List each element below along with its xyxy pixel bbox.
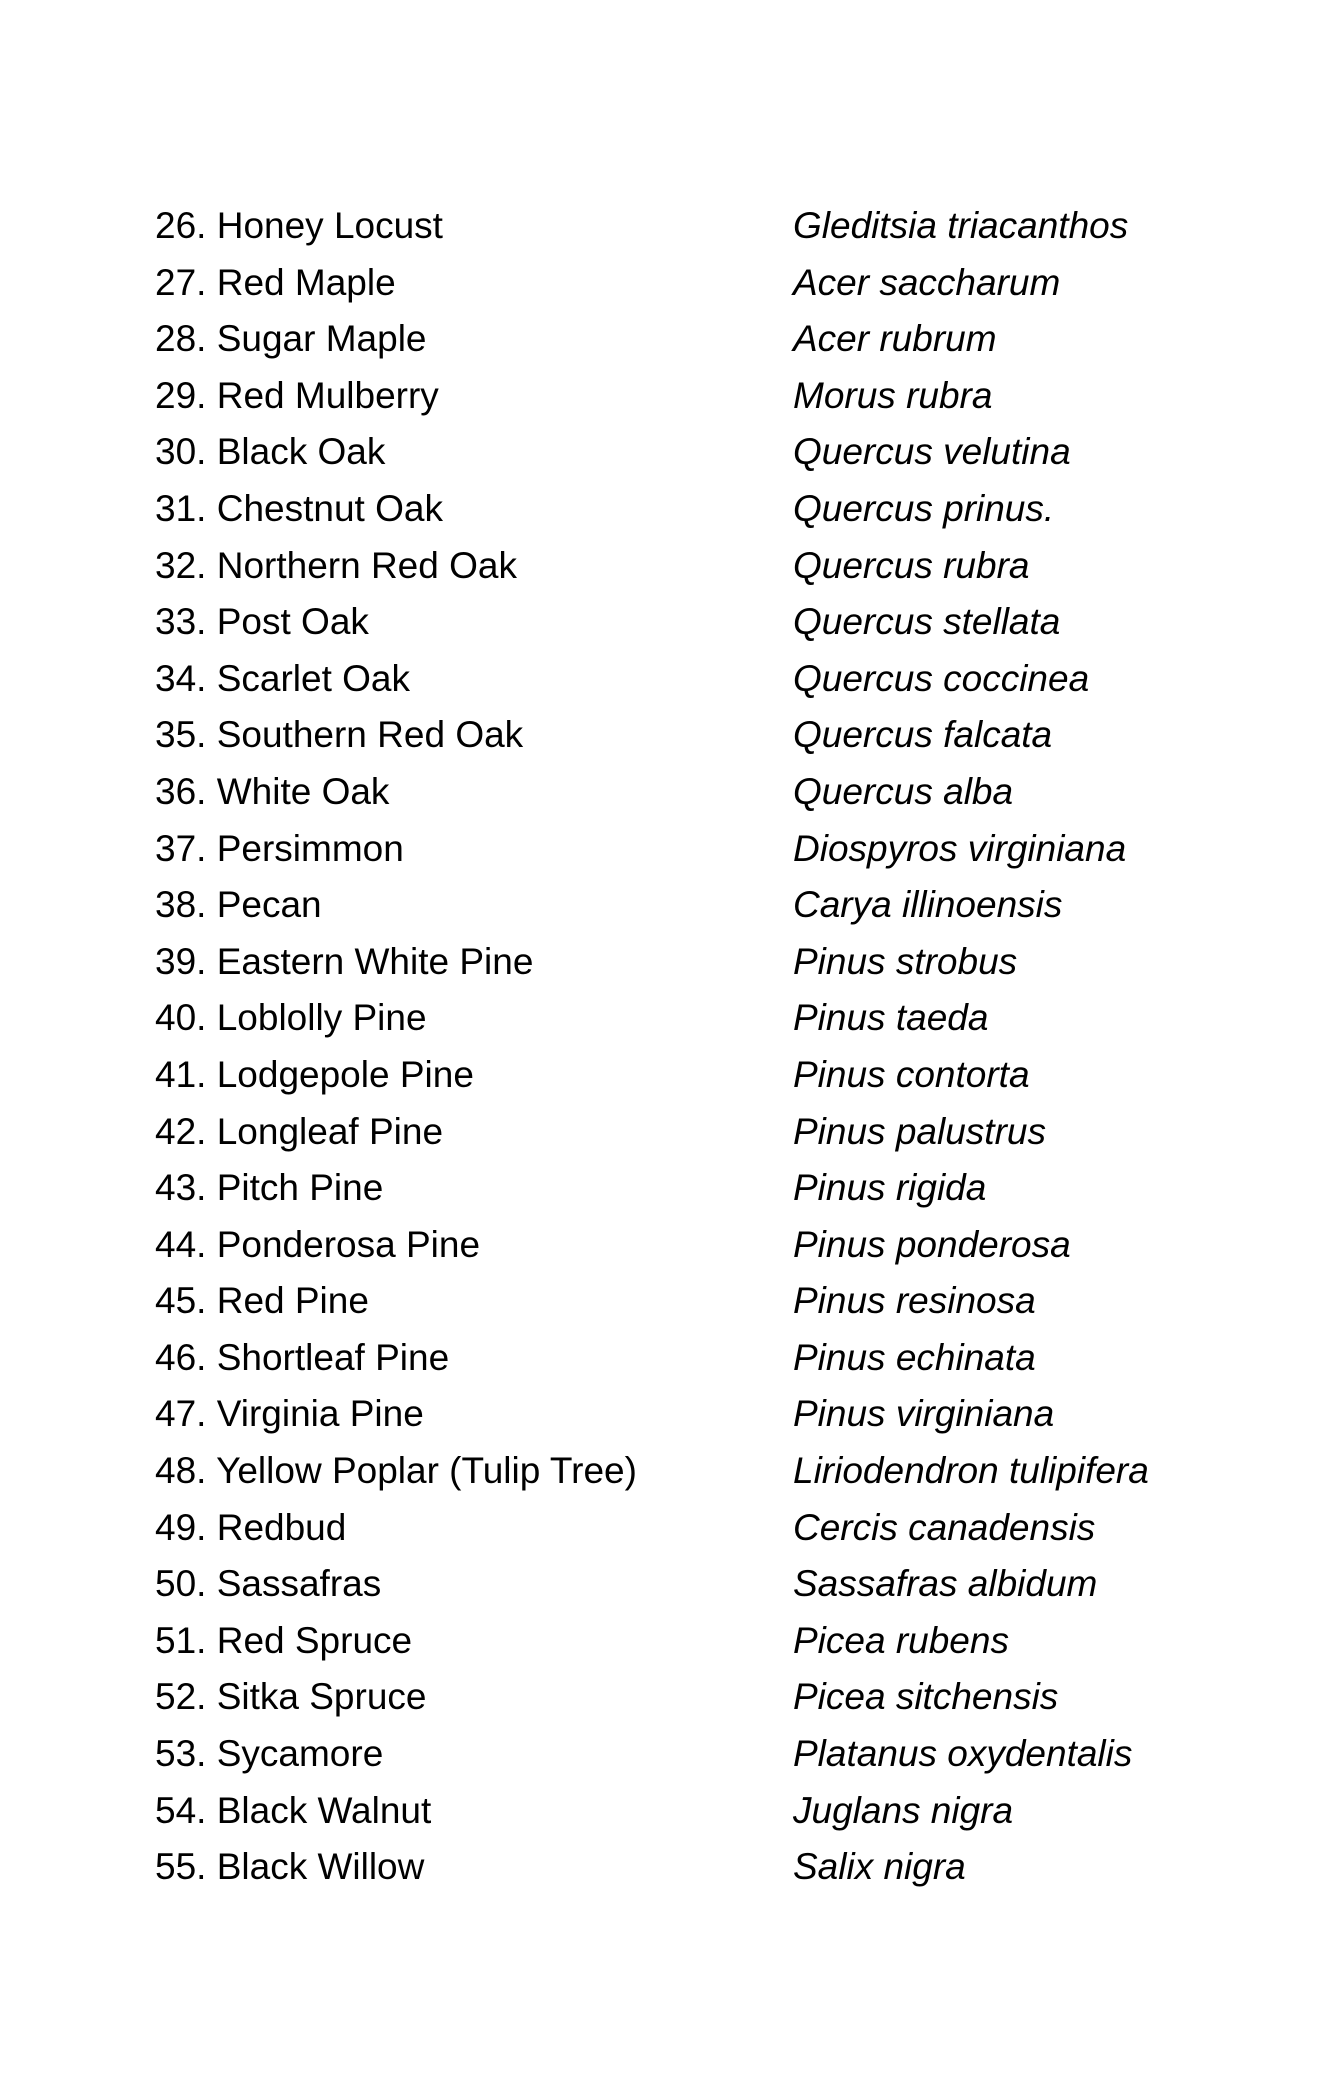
item-number: 45. — [155, 1280, 207, 1322]
item-number: 27. — [155, 261, 207, 303]
common-name — [155, 1273, 369, 1330]
scientific-name: Pinus virginiana — [793, 1393, 1055, 1435]
common-name-text: Honey Locust — [216, 205, 443, 246]
common-name-text: Pitch Pine — [216, 1167, 384, 1209]
common-name-text: Ponderosa Pine — [216, 1223, 481, 1265]
common-name — [155, 424, 385, 481]
common-name-text: Chestnut Oak — [216, 487, 443, 529]
common-name — [155, 1386, 424, 1443]
tree-list-item — [155, 1726, 1235, 1783]
item-number: 32. — [155, 544, 207, 586]
item-number: 55. — [155, 1846, 207, 1888]
common-name-text: Yellow Poplar (Tulip Tree) — [216, 1450, 637, 1492]
item-number: 41. — [155, 1053, 207, 1095]
item-number: 36. — [155, 770, 207, 812]
common-name-text: Sycamore — [216, 1733, 384, 1775]
scientific-name: Pinus rigida — [793, 1167, 987, 1209]
scientific-name: Picea sitchensis — [793, 1676, 1059, 1718]
common-name-text: White Oak — [216, 770, 390, 812]
scientific-name: Cercis canadensis — [793, 1506, 1096, 1548]
scientific-name: Quercus prinus. — [793, 487, 1055, 529]
tree-list-item — [155, 764, 1235, 821]
scientific-name: Salix nigra — [793, 1846, 966, 1888]
scientific-name: Quercus stellata — [793, 601, 1061, 643]
tree-list-item — [155, 538, 1235, 595]
scientific-name: Gleditsia triacanthos — [793, 205, 1129, 246]
item-number: 38. — [155, 884, 207, 926]
tree-list-item — [155, 1217, 1235, 1274]
common-name — [155, 1839, 424, 1896]
scientific-name: Acer saccharum — [793, 261, 1061, 303]
common-name — [155, 481, 443, 538]
common-name — [155, 764, 389, 821]
common-name-text: Pecan — [216, 884, 322, 926]
common-name-text: Persimmon — [216, 827, 404, 869]
item-number: 49. — [155, 1506, 207, 1548]
item-number: 53. — [155, 1733, 207, 1775]
scientific-name: Pinus strobus — [793, 940, 1018, 982]
scientific-name: Pinus echinata — [793, 1336, 1036, 1378]
item-number: 40. — [155, 997, 207, 1039]
item-number: 46. — [155, 1336, 207, 1378]
tree-list-item — [155, 255, 1235, 312]
common-name — [155, 311, 427, 368]
common-name — [155, 1047, 474, 1104]
common-name-text: Red Maple — [216, 261, 396, 303]
common-name-text: Eastern White Pine — [216, 940, 534, 982]
item-number: 28. — [155, 318, 207, 360]
tree-list-item — [155, 877, 1235, 934]
scientific-name: Platanus oxydentalis — [793, 1733, 1133, 1775]
common-name — [155, 1160, 383, 1217]
common-name — [155, 1669, 427, 1726]
item-number: 42. — [155, 1110, 207, 1152]
item-number: 52. — [155, 1676, 207, 1718]
item-number: 48. — [155, 1450, 207, 1492]
common-name-text: Red Spruce — [216, 1619, 413, 1661]
common-name — [155, 1217, 480, 1274]
common-name — [155, 1443, 637, 1500]
tree-list-item — [155, 1047, 1235, 1104]
scientific-name: Pinus ponderosa — [793, 1223, 1071, 1265]
common-name — [155, 1500, 346, 1557]
common-name-text: Black Walnut — [216, 1789, 432, 1831]
scientific-name: Liriodendron tulipifera — [793, 1450, 1149, 1492]
common-name-text: Black Oak — [216, 431, 386, 473]
common-name — [155, 990, 427, 1047]
common-name — [155, 368, 439, 425]
common-name-text: Post Oak — [216, 601, 369, 643]
common-name — [155, 707, 523, 764]
common-name-text: Red Pine — [216, 1280, 369, 1322]
tree-list-item — [155, 1839, 1235, 1896]
common-name — [155, 198, 443, 255]
scientific-name: Acer rubrum — [793, 318, 997, 360]
tree-list-item — [155, 481, 1235, 538]
scientific-name: Quercus falcata — [793, 714, 1053, 756]
scientific-name: Picea rubens — [793, 1619, 1009, 1661]
tree-list-item — [155, 198, 1235, 255]
tree-list-item — [155, 934, 1235, 991]
tree-list-item — [155, 1386, 1235, 1443]
scientific-name: Juglans nigra — [793, 1789, 1014, 1831]
tree-list-item — [155, 594, 1235, 651]
item-number: 26. — [155, 205, 207, 246]
common-name — [155, 934, 533, 991]
common-name-text: Lodgepole Pine — [216, 1053, 474, 1095]
item-number: 51. — [155, 1619, 207, 1661]
common-name-text: Sugar Maple — [216, 318, 427, 360]
scientific-name: Diospyros virginiana — [793, 827, 1127, 869]
item-number: 43. — [155, 1167, 207, 1209]
tree-list-item — [155, 368, 1235, 425]
scientific-name: Sassafras albidum — [793, 1563, 1098, 1605]
item-number: 54. — [155, 1789, 207, 1831]
item-number: 33. — [155, 601, 207, 643]
tree-list-item — [155, 990, 1235, 1047]
tree-list-item — [155, 821, 1235, 878]
common-name-text: Longleaf Pine — [216, 1110, 444, 1152]
tree-list-item — [155, 1613, 1235, 1670]
common-name-text: Northern Red Oak — [216, 544, 517, 586]
tree-list-item — [155, 1330, 1235, 1387]
item-number: 31. — [155, 487, 207, 529]
scientific-name: Pinus contorta — [793, 1053, 1030, 1095]
scientific-name: Pinus taeda — [793, 997, 989, 1039]
common-name — [155, 1330, 449, 1387]
common-name-text: Sassafras — [216, 1563, 382, 1605]
common-name — [155, 1104, 443, 1161]
common-name-text: Southern Red Oak — [216, 714, 524, 756]
tree-list-item — [155, 1160, 1235, 1217]
common-name — [155, 877, 322, 934]
tree-list-item — [155, 1500, 1235, 1557]
scientific-name: Morus rubra — [793, 374, 993, 416]
common-name-text: Loblolly Pine — [216, 997, 427, 1039]
item-number: 47. — [155, 1393, 207, 1435]
common-name — [155, 1556, 381, 1613]
scientific-name: Pinus resinosa — [793, 1280, 1036, 1322]
common-name — [155, 651, 410, 708]
common-name — [155, 538, 517, 595]
item-number: 29. — [155, 374, 207, 416]
common-name-text: Shortleaf Pine — [216, 1336, 450, 1378]
common-name — [155, 821, 404, 878]
scientific-name: Pinus palustrus — [793, 1110, 1046, 1152]
common-name — [155, 1726, 383, 1783]
common-name-text: Sitka Spruce — [216, 1676, 427, 1718]
common-name — [155, 255, 396, 312]
tree-list-item — [155, 707, 1235, 764]
tree-list-item — [155, 311, 1235, 368]
tree-list-item — [155, 1104, 1235, 1161]
tree-list-item — [155, 1783, 1235, 1840]
scientific-name: Quercus coccinea — [793, 657, 1090, 699]
item-number: 35. — [155, 714, 207, 756]
common-name — [155, 1783, 431, 1840]
tree-list-item — [155, 1443, 1235, 1500]
common-name-text: Black Willow — [216, 1846, 425, 1888]
item-number: 39. — [155, 940, 207, 982]
scientific-name: Quercus velutina — [793, 431, 1071, 473]
item-number: 50. — [155, 1563, 207, 1605]
common-name — [155, 1613, 412, 1670]
tree-list-item — [155, 1669, 1235, 1726]
scientific-name: Carya illinoensis — [793, 884, 1063, 926]
item-number: 34. — [155, 657, 207, 699]
scientific-name: Quercus alba — [793, 770, 1014, 812]
tree-list-item — [155, 651, 1235, 708]
tree-list — [155, 198, 1235, 1896]
common-name-text: Virginia Pine — [216, 1393, 424, 1435]
tree-list-item — [155, 424, 1235, 481]
common-name-text: Scarlet Oak — [216, 657, 411, 699]
item-number: 37. — [155, 827, 207, 869]
scientific-name: Quercus rubra — [793, 544, 1030, 586]
tree-list-item — [155, 1556, 1235, 1613]
item-number: 44. — [155, 1223, 207, 1265]
common-name-text: Red Mulberry — [216, 374, 439, 416]
tree-list-item — [155, 1273, 1235, 1330]
common-name-text: Redbud — [216, 1506, 347, 1548]
common-name — [155, 594, 369, 651]
item-number: 30. — [155, 431, 207, 473]
